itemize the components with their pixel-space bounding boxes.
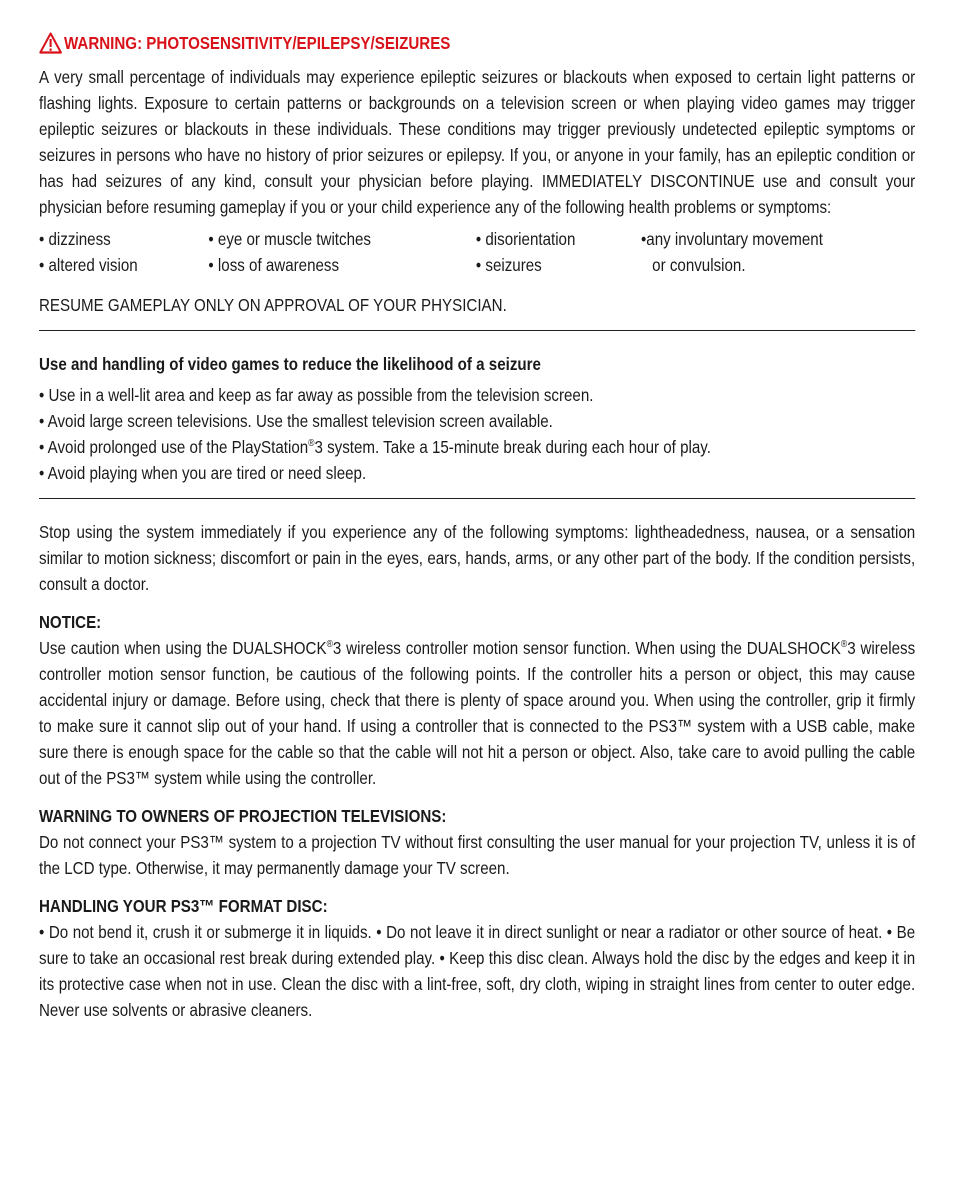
notice-heading: NOTICE:	[39, 612, 102, 632]
registered-mark: ®	[840, 639, 848, 651]
list-item: • Avoid playing when you are tired or need sleep.	[39, 463, 367, 483]
symptom-column	[641, 226, 882, 278]
symptom-item: • seizures	[475, 255, 542, 275]
use-handling-list	[39, 382, 915, 486]
notice-body	[39, 635, 915, 791]
document-page	[39, 0, 915, 1023]
divider	[39, 330, 915, 331]
warning-triangle-icon	[39, 32, 62, 54]
symptom-item-continuation: or convulsion.	[652, 255, 746, 275]
disc-body: • Do not bend it, crush it or submerge it in liquids. • Do not leave it in direct sunlight or near a radiator or other source of heat. • Be sure to take an occasional rest break during extended play. • Keep this disc clean. Always hold the disc by the edges and keep it in its protective case when not in use. Clean the disc with a lint-free, soft, dry cloth, wiping in straight lines from center to outer edge. Never use solvents or abrasive cleaners.	[39, 922, 916, 1020]
divider	[39, 498, 915, 499]
symptom-item: • disorientation	[475, 229, 576, 249]
warning-body: A very small percentage of individuals may experience epileptic seizures or blackouts when exposed to certain light patterns or flashing lights. Exposure to certain patterns or backgrounds on a television screen or when playing video games may trigger epileptic seizures or blackouts in these individuals. These conditions may trigger previously undetected epileptic symptoms or seizures in persons who have no history of prior seizures or epilepsy. If you, or anyone in your family, has an epileptic condition or has had seizures of any kind, consult your physician before playing. IMMEDIATELY DISCONTINUE use and consult your physician before resuming gameplay if you or your child experience any of the following health problems or symptoms:	[39, 67, 916, 217]
symptom-column	[39, 226, 208, 278]
list-item: • Use in a well-lit area and keep as far away as possible from the television screen.	[39, 385, 594, 405]
resume-notice: RESUME GAMEPLAY ONLY ON APPROVAL OF YOUR PHYSICIAN.	[39, 295, 507, 315]
symptom-item: • dizziness	[39, 229, 111, 249]
list-item	[39, 434, 915, 460]
warning-heading	[39, 30, 915, 56]
projection-body: Do not connect your PS3™ system to a projection TV without first consulting the user manual for your projection TV, unless it is of the LCD type. Otherwise, it may permanently damage your TV screen.	[39, 832, 916, 878]
warning-title: WARNING: PHOTOSENSITIVITY/EPILEPSY/SEIZURES	[63, 33, 451, 53]
symptom-item: • eye or muscle twitches	[208, 229, 371, 249]
symptom-item: • altered vision	[39, 255, 138, 275]
symptom-column	[208, 226, 475, 278]
symptom-item: • loss of awareness	[208, 255, 340, 275]
list-item: • Avoid large screen televisions. Use the smallest television screen available.	[39, 411, 553, 431]
registered-mark: ®	[326, 639, 333, 651]
symptom-column	[476, 226, 641, 278]
notice-text: 3 wireless controller motion sensor function. When using the DUALSHOCK	[332, 638, 841, 658]
document-content	[39, 30, 915, 1023]
symptom-item: •any involuntary movement	[641, 229, 823, 249]
registered-mark: ®	[308, 438, 315, 450]
use-handling-heading: Use and handling of video games to reduce the likelihood of a seizure	[39, 354, 541, 374]
stop-using-paragraph: Stop using the system immediately if you experience any of the following symptoms: lightheadedness, nausea, or a sensation similar to motion sickness; discomfort or pain in the eyes, ears, hands, arms, or any other part of the body. If the condition persists, consult a doctor.	[39, 522, 916, 594]
list-item-text: 3 system. Take a 15-minute break during each hour of play.	[314, 437, 711, 457]
disc-heading: HANDLING YOUR PS3™ FORMAT DISC:	[39, 896, 328, 916]
notice-text: Use caution when using the DUALSHOCK	[39, 638, 327, 658]
notice-text: 3 wireless controller motion sensor function, be cautious of the following points. If the controller hits a person or object, this may cause accidental injury or damage. Before using, check that there is plenty of space around you. When using the controller, grip it firmly to make sure it cannot slip out of your hand. If using a controller that is connected to the PS3™ system with a USB cable, make sure there is enough space for the cable so that the cable will not hit a person or object. Also, take care to avoid pulling the cable out of the PS3™ system while using the controller.	[39, 638, 916, 788]
symptom-list	[39, 226, 915, 278]
list-item-text: • Avoid prolonged use of the PlayStation	[39, 437, 309, 457]
projection-heading: WARNING TO OWNERS OF PROJECTION TELEVISIONS:	[39, 806, 447, 826]
